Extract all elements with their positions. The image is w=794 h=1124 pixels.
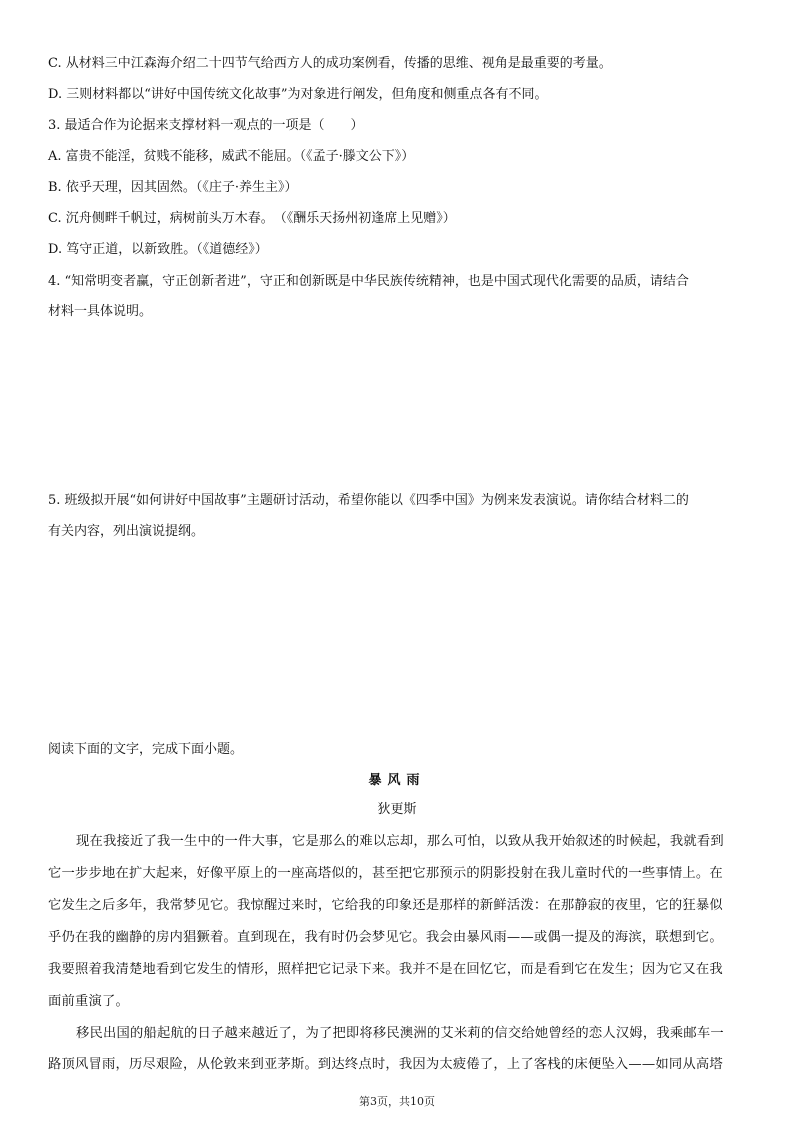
passage-paragraph-1-line-1: 现在我接近了我一生中的一件大事，它是那么的难以忘却，那么可怕，以致从我开始叙述的时候起，我就看到	[76, 834, 724, 849]
q5-stem-line-2: 有关内容，列出演说提纲。	[48, 524, 205, 539]
passage-paragraph-1-line-2: 它一步步地在扩大起来，好像平原上的一座高塔似的，甚至把它那预示的阴影投射在我儿童时代的一些事情上。在	[48, 866, 723, 881]
passage-title: 暴风雨	[368, 773, 426, 788]
q2-option-c: C. 从材料三中江森海介绍二十四节气给西方人的成功案例看，传播的思维、视角是最重要的考量。	[48, 56, 612, 71]
passage-author: 狄更斯	[377, 802, 417, 817]
q3-option-c: C. 沉舟侧畔千帆过，病树前头万木春。 （《酬乐天扬州初逢席上见赠》）	[48, 211, 456, 226]
q3-stem: 3. 最适合作为论据来支撑材料一观点的一项是（ ）	[48, 118, 364, 133]
q3-option-a: A. 富贵不能淫，贫贱不能移，威武不能屈。（《孟子·滕文公下》）	[48, 149, 415, 164]
passage-paragraph-1-line-5: 我要照着我清楚地看到它发生的情形，照样把它记录下来。我并不是在回忆它，而是看到它在发生；因为它又在我	[48, 962, 723, 977]
q4-stem-line-1: 4. “知常明变者赢，守正创新者进”，守正和创新既是中华民族传统精神，也是中国式现代化需要的品质，请结合	[48, 274, 689, 289]
passage-paragraph-2-line-1: 移民出国的船起航的日子越来越近了，为了把即将移民澳洲的艾米莉的信交给她曾经的恋人汉姆，我乘邮车一	[76, 1026, 724, 1041]
q5-stem-line-1: 5. 班级拟开展“如何讲好中国故事”主题研讨活动，希望你能以《四季中国》为例来发表演说。请你结合材料二的	[48, 493, 689, 508]
q2-option-d: D. 三则材料都以“讲好中国传统文化故事”为对象进行阐发，但角度和侧重点各有不同。	[48, 87, 548, 102]
passage-paragraph-1-line-3: 它发生之后多年，我常梦见它。我惊醒过来时，它给我的印象还是那样的新鲜活泼：在那静寂的夜里，它的狂暴似	[48, 898, 723, 913]
passage-paragraph-1-line-6: 面前重演了。	[48, 994, 129, 1009]
q3-option-d: D. 笃守正道，以新致胜。（《道德经》）	[48, 242, 268, 257]
q4-stem-line-2: 材料一具体说明。	[48, 304, 153, 319]
passage-paragraph-1-line-4: 乎仍在我的幽静的房内猖獗着。直到现在，我有时仍会梦见它。我会由暴风雨——或偶一提及的海滨，联想到它。	[48, 930, 723, 945]
reading-instruction: 阅读下面的文字，完成下面小题。	[48, 742, 244, 757]
q3-option-b: B. 依乎天理，因其固然。（《庄子·养生主》）	[48, 180, 298, 195]
page-number-footer: 第3页，共10页	[359, 1095, 435, 1108]
passage-paragraph-2-line-2: 路顶风冒雨，历尽艰险，从伦敦来到亚茅斯。到达终点时，我因为太疲倦了，上了客栈的床便坠入——如同从高塔	[48, 1057, 723, 1072]
